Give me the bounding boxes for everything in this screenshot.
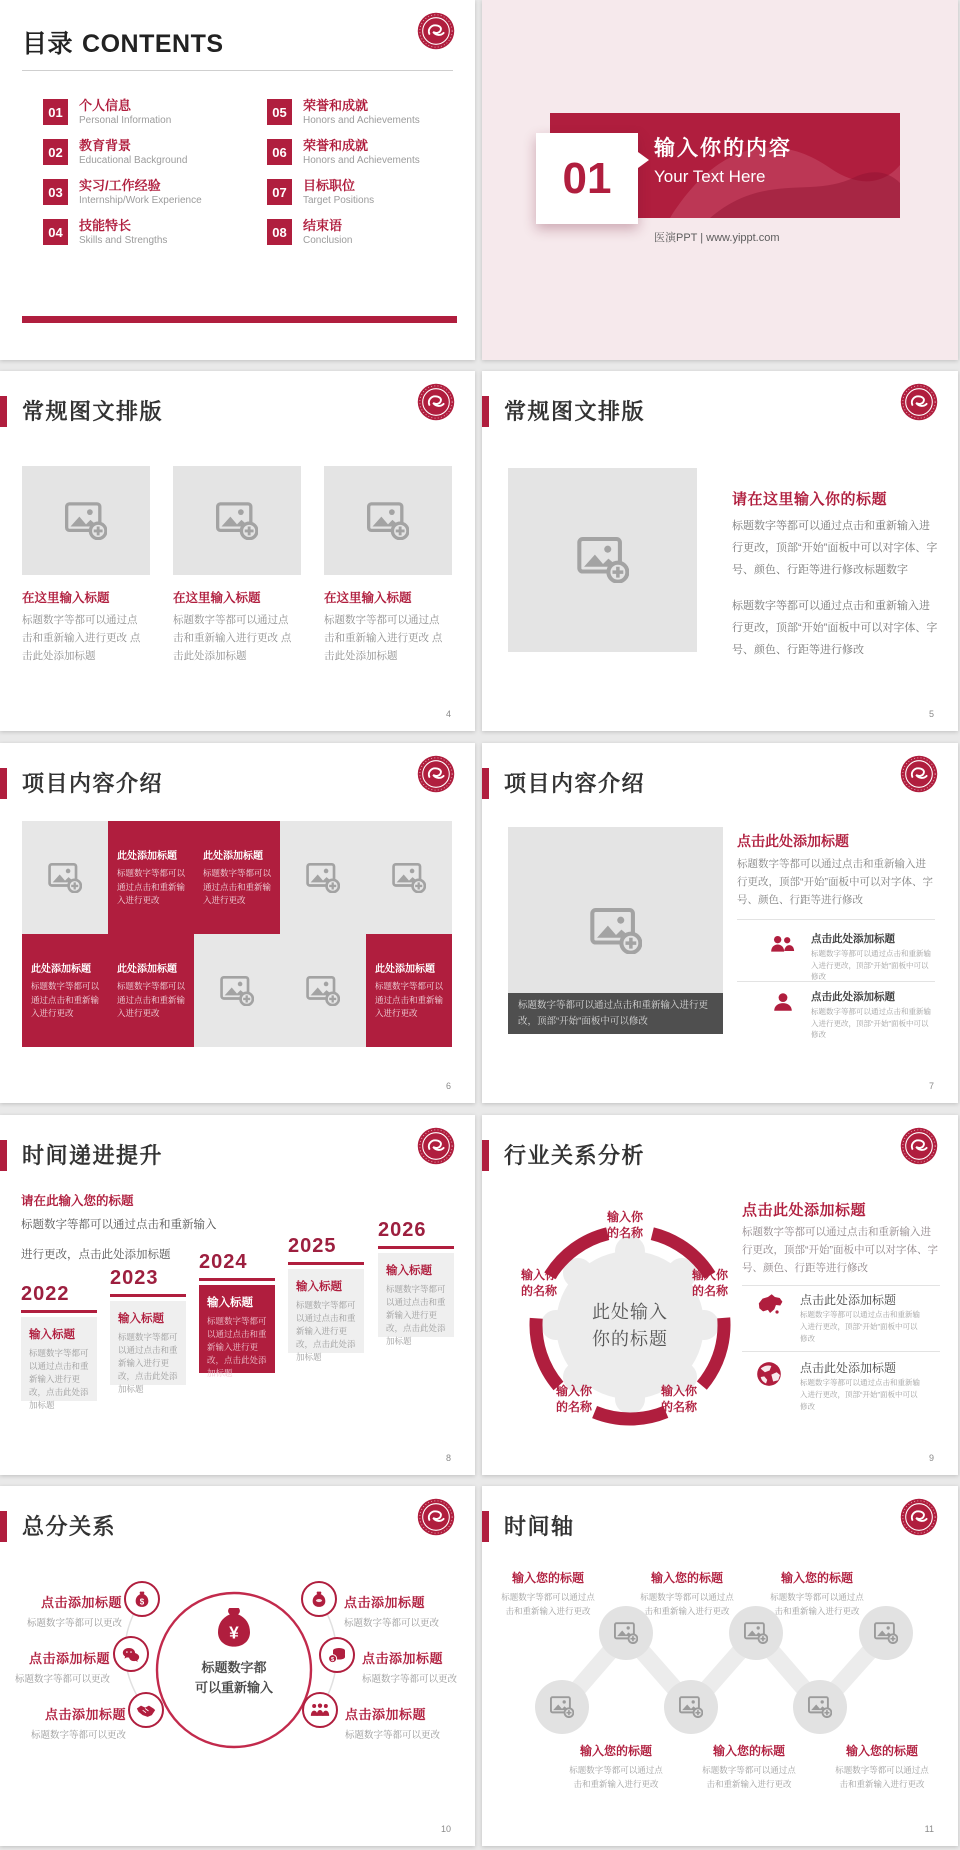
school-seal-logo-icon <box>417 12 455 50</box>
item-title-en: Personal Information <box>79 115 172 126</box>
globe-icon <box>756 1361 782 1392</box>
item-title-zh: 个人信息 <box>79 98 132 113</box>
card-body: 标题数字等都可以通过点击和重新输入进行更改，点击此处添加标题 <box>296 1299 356 1362</box>
item-heading: 点击此处添加标题 <box>811 991 895 1003</box>
slide-industry-analysis[interactable] <box>482 1115 958 1475</box>
add-picture-icon <box>614 1622 638 1644</box>
diagram-center-title: 此处输入 你的标题 <box>592 1302 668 1349</box>
text-cell[interactable] <box>366 934 452 1047</box>
section-body: 标题数字等都可以通过点击和重新输入进行更改，顶部“开始”面板中可以对字体、字号、颜色、行距等进行修改 <box>742 1226 938 1274</box>
paragraph: 标题数字等都可以通过点击和重新输入进行更改，顶部“开始”面板中可以对字体、字号、颜色、行距等进行修改 <box>732 600 938 656</box>
card-heading: 在这里输入标题 <box>22 591 110 605</box>
section-heading: 请在此输入您的标题 <box>21 1194 134 1208</box>
card-heading: 在这里输入标题 <box>324 591 412 605</box>
item-title-zh: 荣誉和成就 <box>303 98 369 113</box>
contents-title-zh: 目录 <box>22 30 74 58</box>
brand-footer: 医演PPT | www.yippt.com <box>654 232 780 244</box>
card-heading: 输入标题 <box>118 1312 164 1325</box>
item-heading: 点击此处添加标题 <box>800 1293 897 1307</box>
spoke-item: 点击添加标题 标题数字等都可以更改 <box>30 1707 126 1741</box>
cell-body: 标题数字等都可以通过点击和重新输入进行更改 <box>117 868 186 906</box>
card-heading: 输入标题 <box>29 1328 75 1341</box>
wechat-icon <box>122 1647 140 1667</box>
item-number-badge: 07 <box>267 179 292 205</box>
image-placeholder[interactable] <box>173 466 301 575</box>
title-accent-bar <box>0 396 7 427</box>
contents-item[interactable] <box>267 219 475 259</box>
savings-bag-icon <box>310 1590 328 1614</box>
year-step[interactable] <box>378 1219 454 1346</box>
title-divider <box>22 70 453 71</box>
year-card <box>378 1253 454 1346</box>
item-body: 标题数字等都可以通过点击和重新输入进行更改，顶部“开始”面板中可以修改 <box>800 1310 920 1343</box>
divider <box>737 919 935 920</box>
spoke-item: 点击添加标题 标题数字等都可以更改 <box>344 1595 440 1629</box>
contents-item[interactable] <box>43 219 267 259</box>
page-number: 11 <box>924 1824 934 1834</box>
add-picture-icon <box>874 1622 898 1644</box>
cell-heading: 此处添加标题 <box>117 851 177 863</box>
text-cell[interactable] <box>22 934 108 1047</box>
title-accent-bar <box>0 768 7 799</box>
slide-title: 常规图文排版 <box>22 399 164 424</box>
slide-timeline-zigzag[interactable] <box>482 1486 958 1846</box>
cell-body: 标题数字等都可以通过点击和重新输入进行更改 <box>31 981 100 1019</box>
year-label: 2022 <box>21 1283 70 1305</box>
page-number: 8 <box>445 1453 451 1463</box>
add-picture-icon <box>216 502 258 540</box>
paragraph: 标题数字等都可以通过点击和重新输入进行更改，顶部“开始”面板中可以对字体、字号、颜色、行距等进行修改标题数字 <box>732 520 938 576</box>
svg-text:$: $ <box>331 1657 335 1663</box>
timeline-label: 输入您的标题 标题数字等都可以通过点击和重新输入进行更改 <box>835 1744 929 1789</box>
page-number: 10 <box>440 1824 451 1834</box>
add-picture-icon <box>306 863 340 893</box>
section-subtitle: Your Text Here <box>654 167 766 186</box>
section-heading: 点击此处添加标题 <box>737 833 849 849</box>
year-step[interactable] <box>110 1267 186 1394</box>
add-picture-icon <box>306 976 340 1006</box>
add-picture-icon <box>679 1696 703 1718</box>
image-placeholder[interactable] <box>324 466 452 575</box>
spoke-item: 点击添加标题 标题数字等都可以更改 <box>345 1707 441 1741</box>
card-body: 标题数字等都可以通过点击和重新输入进行更改，点击此处添加标题 <box>29 1347 89 1410</box>
add-picture-icon <box>808 1696 832 1718</box>
year-label: 2024 <box>199 1251 248 1273</box>
node-label: 输入你 的名称 <box>606 1210 643 1240</box>
contents-list <box>43 99 475 259</box>
year-step[interactable] <box>199 1251 275 1378</box>
card-body: 标题数字等都可以通过点击和重新输入进行更改，点击此处添加标题 <box>207 1315 267 1378</box>
contents-item[interactable] <box>43 99 267 139</box>
slide-year-steps[interactable] <box>0 1115 475 1475</box>
item-number-badge: 08 <box>267 219 292 245</box>
slide-section-divider[interactable] <box>482 0 958 360</box>
timeline-label: 输入您的标题 标题数字等都可以通过点击和重新输入进行更改 <box>640 1571 734 1616</box>
year-underline <box>110 1294 186 1297</box>
diagram-center-text: 标题数字都 可以重新输入 <box>194 1660 273 1695</box>
timeline-label: 输入您的标题 标题数字等都可以通过点击和重新输入进行更改 <box>702 1744 796 1789</box>
year-underline <box>199 1278 275 1281</box>
year-card <box>21 1317 97 1410</box>
user-icon <box>772 991 794 1013</box>
year-step[interactable] <box>21 1283 97 1410</box>
contents-item[interactable] <box>267 139 475 179</box>
item-body: 标题数字等都可以通过点击和重新输入进行更改，顶部“开始”面板中可以修改 <box>800 1378 920 1411</box>
divider <box>742 1285 940 1286</box>
section-number: 01 <box>562 153 612 203</box>
spoke-item: 点击添加标题 标题数字等都可以更改 <box>26 1595 122 1629</box>
zigzag-connector <box>482 1486 958 1846</box>
item-number-badge: 04 <box>43 219 68 245</box>
image-text-card[interactable] <box>173 466 301 665</box>
pointer-triangle <box>638 152 649 168</box>
slide-title: 时间轴 <box>504 1514 575 1539</box>
slide-project-detail[interactable] <box>482 743 958 1103</box>
section-heading: 请在这里输入你的标题 <box>732 491 888 508</box>
item-number-badge: 06 <box>267 139 292 165</box>
text-cell[interactable] <box>108 821 194 934</box>
people-group-icon <box>310 1703 330 1722</box>
cell-heading: 此处添加标题 <box>375 964 435 976</box>
image-cell[interactable] <box>22 821 108 934</box>
divider <box>737 981 935 982</box>
item-number-badge: 01 <box>43 99 68 125</box>
timeline-label: 输入您的标题 标题数字等都可以通过点击和重新输入进行更改 <box>770 1571 864 1616</box>
slide-image-layout-three[interactable] <box>0 371 475 731</box>
title-accent-bar <box>0 1140 7 1171</box>
page-number: 4 <box>445 709 451 719</box>
item-title-zh: 结束语 <box>303 218 343 233</box>
image-text-card[interactable] <box>22 466 150 665</box>
card-heading: 输入标题 <box>386 1264 432 1277</box>
users-icon <box>769 933 795 955</box>
year-label: 2025 <box>288 1235 337 1257</box>
checkerboard-grid <box>22 821 452 1047</box>
year-underline <box>378 1246 454 1249</box>
card-heading: 输入标题 <box>207 1296 253 1309</box>
year-underline <box>21 1310 97 1313</box>
cell-body: 标题数字等都可以通过点击和重新输入进行更改 <box>375 981 444 1019</box>
handshake-icon <box>136 1704 156 1723</box>
card-body: 标题数字等都可以通过点击和重新输入进行更改 点击此处添加标题 <box>324 614 443 662</box>
year-card <box>110 1301 186 1394</box>
year-label: 2026 <box>378 1219 427 1241</box>
slide-title: 项目内容介绍 <box>22 771 164 796</box>
section-body: 标题数字等都可以通过点击和重新输入进行更改，顶部“开始”面板中可以对字体、字号、颜色、行距等进行修改 <box>737 858 933 906</box>
item-title-en: Honors and Achievements <box>303 155 420 166</box>
divider <box>742 1351 940 1352</box>
page-number: 9 <box>928 1453 934 1463</box>
title-accent-bar <box>482 396 489 427</box>
slide-title: 项目内容介绍 <box>504 771 646 796</box>
item-heading: 点击此处添加标题 <box>800 1361 897 1375</box>
card-body: 标题数字等都可以通过点击和重新输入进行更改 点击此处添加标题 <box>173 614 292 662</box>
svg-text:¥: ¥ <box>229 1622 239 1643</box>
slide-title: 总分关系 <box>22 1514 117 1539</box>
svg-text:$: $ <box>139 1597 145 1607</box>
item-body: 标题数字等都可以通过点击和重新输入进行更改，顶部“开始”面板中可以修改 <box>811 1007 931 1039</box>
year-card-highlighted <box>199 1285 275 1378</box>
spoke-item: 点击添加标题 标题数字等都可以更改 <box>362 1651 458 1685</box>
contents-item[interactable] <box>267 99 475 139</box>
school-seal-logo-icon <box>900 383 938 421</box>
slide-title: 行业关系分析 <box>504 1143 646 1168</box>
card-body: 标题数字等都可以通过点击和重新输入进行更改，点击此处添加标题 <box>118 1331 178 1394</box>
school-seal-logo-icon <box>417 383 455 421</box>
year-step[interactable] <box>288 1235 364 1362</box>
cell-body: 标题数字等都可以通过点击和重新输入进行更改 <box>117 981 186 1019</box>
add-picture-icon <box>367 502 409 540</box>
spoke-item: 点击添加标题 标题数字等都可以更改 <box>14 1651 110 1685</box>
coins-icon <box>328 1647 346 1668</box>
item-title-en: Honors and Achievements <box>303 115 420 126</box>
item-title-en: Conclusion <box>303 235 353 246</box>
item-title-zh: 教育背景 <box>79 138 132 153</box>
title-accent-bar <box>482 768 489 799</box>
image-cell[interactable] <box>194 934 280 1047</box>
slide-title: 常规图文排版 <box>504 399 646 424</box>
contents-title-en: CONTENTS <box>82 30 224 58</box>
item-title-en: Target Positions <box>303 195 375 206</box>
slide-contents[interactable] <box>0 0 475 360</box>
item-title-zh: 技能特长 <box>79 218 132 233</box>
year-underline <box>288 1262 364 1265</box>
page-number: 7 <box>928 1081 934 1091</box>
add-picture-icon <box>65 502 107 540</box>
slide-hub-relationship[interactable] <box>0 1486 475 1846</box>
add-picture-icon <box>392 863 426 893</box>
section-number-card <box>536 133 638 224</box>
node-label: 输入你 的名称 <box>520 1268 557 1298</box>
item-number-badge: 02 <box>43 139 68 165</box>
item-title-zh: 荣誉和成就 <box>303 138 369 153</box>
text-cell[interactable] <box>108 934 194 1047</box>
image-placeholder[interactable] <box>22 466 150 575</box>
image-cell[interactable] <box>280 821 366 934</box>
cell-heading: 此处添加标题 <box>203 851 263 863</box>
title-accent-bar <box>482 1140 489 1171</box>
page-number: 6 <box>445 1081 451 1091</box>
add-picture-icon <box>48 863 82 893</box>
section-intro: 标题数字等都可以通过点击和重新输入进行更改，点击此处添加标题 <box>21 1219 217 1261</box>
slide-image-layout-single[interactable] <box>482 371 958 731</box>
item-body: 标题数字等都可以通过点击和重新输入进行更改，顶部“开始”面板中可以修改 <box>811 949 931 981</box>
cell-body: 标题数字等都可以通过点击和重新输入进行更改 <box>203 868 272 906</box>
item-heading: 点击此处添加标题 <box>811 933 895 945</box>
item-number-badge: 03 <box>43 179 68 205</box>
school-seal-logo-icon <box>900 755 938 793</box>
contents-item[interactable] <box>43 179 267 219</box>
section-heading: 点击此处添加标题 <box>742 1202 867 1219</box>
money-bag-yuan-icon <box>212 1604 256 1652</box>
node-label: 输入你 的名称 <box>555 1384 592 1414</box>
dollar-bag-icon <box>133 1590 151 1614</box>
add-picture-icon <box>220 976 254 1006</box>
node-label: 输入你 的名称 <box>660 1384 697 1414</box>
china-map-icon <box>754 1293 784 1322</box>
item-title-en: Skills and Strengths <box>79 235 168 246</box>
school-seal-logo-icon <box>900 1127 938 1165</box>
card-heading: 在这里输入标题 <box>173 591 261 605</box>
section-title: 输入你的内容 <box>654 137 792 160</box>
year-card <box>288 1269 364 1362</box>
school-seal-logo-icon <box>417 1127 455 1165</box>
slide-title: 时间递进提升 <box>22 1143 164 1168</box>
year-label: 2023 <box>110 1267 159 1289</box>
card-body: 标题数字等都可以通过点击和重新输入进行更改，点击此处添加标题 <box>386 1283 446 1346</box>
item-title-en: Internship/Work Experience <box>79 195 202 206</box>
cell-heading: 此处添加标题 <box>31 964 91 976</box>
node-label: 输入你 的名称 <box>691 1268 728 1298</box>
card-body: 标题数字等都可以通过点击和重新输入进行更改 点击此处添加标题 <box>22 614 141 662</box>
add-picture-icon <box>550 1696 574 1718</box>
item-title-zh: 实习/工作经验 <box>79 178 161 193</box>
contents-item[interactable] <box>43 139 267 179</box>
cell-heading: 此处添加标题 <box>117 964 177 976</box>
add-picture-icon <box>744 1622 768 1644</box>
school-seal-logo-icon <box>417 755 455 793</box>
image-text-card[interactable] <box>324 466 452 665</box>
slide-project-checkerboard[interactable] <box>0 743 475 1103</box>
item-title-en: Educational Background <box>79 155 188 166</box>
contents-title <box>22 24 224 60</box>
card-heading: 输入标题 <box>296 1280 342 1293</box>
add-picture-icon <box>577 537 629 583</box>
contents-item[interactable] <box>267 179 475 219</box>
item-number-badge: 05 <box>267 99 292 125</box>
image-caption: 标题数字等都可以通过点击和重新输入进行更改，顶部“开始”面板中可以修改 <box>508 993 723 1034</box>
timeline-label: 输入您的标题 标题数字等都可以通过点击和重新输入进行更改 <box>501 1571 595 1616</box>
image-placeholder[interactable] <box>508 468 697 652</box>
bottom-accent-bar <box>22 316 457 323</box>
image-cell[interactable] <box>280 934 366 1047</box>
timeline-label: 输入您的标题 标题数字等都可以通过点击和重新输入进行更改 <box>569 1744 663 1789</box>
add-picture-icon <box>590 908 642 954</box>
text-cell[interactable] <box>194 821 280 934</box>
page-number: 5 <box>928 709 934 719</box>
image-cell[interactable] <box>366 821 452 934</box>
item-title-zh: 目标职位 <box>303 178 356 193</box>
